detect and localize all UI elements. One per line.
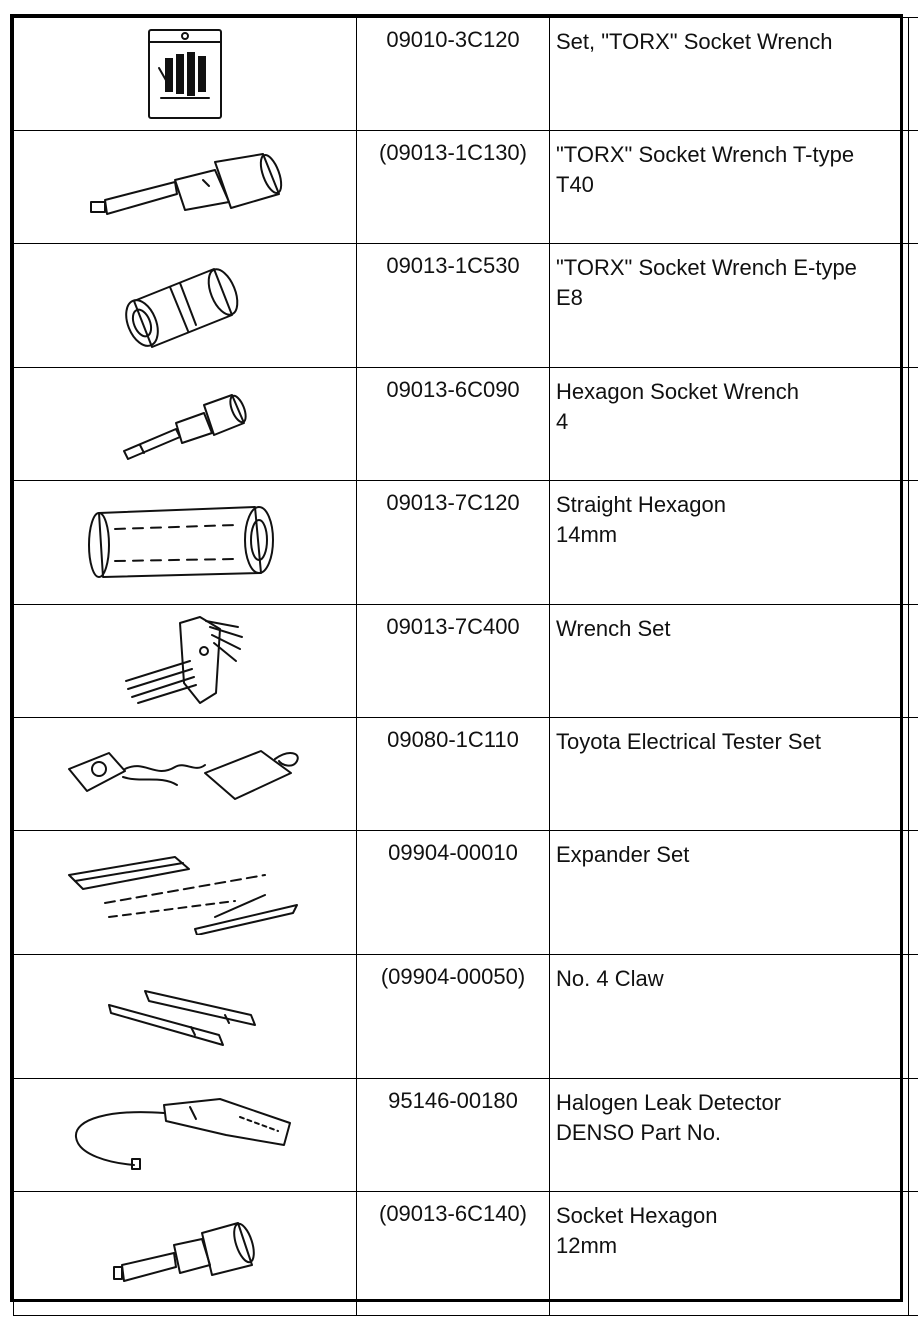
expander-set-icon: [65, 851, 305, 935]
blank-cell: [909, 18, 918, 131]
part-number: 09010-3C120: [357, 18, 550, 131]
blank-cell: [909, 481, 918, 605]
part-number: 95146-00180: [357, 1079, 550, 1192]
blank-cell: [909, 1079, 918, 1192]
tool-name: [550, 368, 909, 481]
tool-name: [550, 1079, 909, 1192]
tool-name: [550, 955, 909, 1079]
tool-name-line2: E8: [556, 285, 583, 310]
tool-name: [550, 481, 909, 605]
part-number: (09904-00050): [357, 955, 550, 1079]
part-number: 09013-7C400: [357, 605, 550, 718]
tool-name: [550, 831, 909, 955]
tool-image-cell: [14, 481, 357, 605]
halogen-leak-detector-icon: [70, 1095, 300, 1175]
tool-image-cell: [14, 831, 357, 955]
tool-name: [550, 605, 909, 718]
tool-image-cell: [14, 605, 357, 718]
part-number: 09013-6C090: [357, 368, 550, 481]
blank-cell: [909, 955, 918, 1079]
table-row: [14, 244, 918, 368]
t-type-socket-icon: [85, 152, 285, 222]
tool-name-line1: "TORX" Socket Wrench E-type: [556, 255, 857, 280]
tool-image-cell: [14, 1192, 357, 1316]
tool-name-line1: Socket Hexagon: [556, 1203, 718, 1228]
e-type-socket-icon: [120, 261, 250, 351]
blank-cell: [909, 244, 918, 368]
blank-cell: [909, 605, 918, 718]
straight-hexagon-icon: [85, 503, 285, 583]
blank-cell: [909, 831, 918, 955]
tool-name-line2: 4: [556, 409, 569, 434]
claw-icon: [105, 985, 265, 1049]
table-row: [14, 368, 918, 481]
blank-cell: [909, 718, 918, 831]
tool-name-line1: No. 4 Claw: [556, 966, 664, 991]
table-row: [14, 831, 918, 955]
tool-name-line1: Wrench Set: [556, 616, 671, 641]
table-row: [14, 605, 918, 718]
hex-socket-wrench-icon: [120, 387, 250, 461]
tool-image-cell: [14, 955, 357, 1079]
part-number: (09013-1C130): [357, 131, 550, 244]
tool-image-cell: [14, 1079, 357, 1192]
table-row: [14, 955, 918, 1079]
special-tools-table: [13, 17, 918, 1316]
torx-socket-set-icon: [145, 28, 225, 120]
tool-name: [550, 244, 909, 368]
table-row: [14, 18, 918, 131]
electrical-tester-set-icon: [65, 739, 305, 809]
tool-image-cell: [14, 718, 357, 831]
part-number: 09013-7C120: [357, 481, 550, 605]
blank-cell: [909, 368, 918, 481]
tool-image-cell: [14, 131, 357, 244]
tool-name-line1: Halogen Leak Detector: [556, 1090, 782, 1115]
table-row: [14, 481, 918, 605]
tool-name-line2: 14mm: [556, 522, 618, 547]
blank-cell: [909, 131, 918, 244]
tool-name-line1: Expander Set: [556, 842, 690, 867]
part-number: (09013-6C140): [357, 1192, 550, 1316]
tool-name-line1: Straight Hexagon: [556, 492, 726, 517]
tool-name: [550, 18, 909, 131]
blank-cell: [909, 1192, 918, 1316]
table-row: [14, 718, 918, 831]
tool-image-cell: [14, 244, 357, 368]
tool-name: [550, 1192, 909, 1316]
tool-image-cell: [14, 368, 357, 481]
tool-name-line1: Toyota Electrical Tester Set: [556, 729, 821, 754]
part-number: 09080-1C110: [357, 718, 550, 831]
tool-name-line2: T40: [556, 172, 594, 197]
tool-name-line1: Set, "TORX" Socket Wrench: [556, 29, 833, 54]
part-number: 09013-1C530: [357, 244, 550, 368]
table-row: [14, 1192, 918, 1316]
tool-name-line1: Hexagon Socket Wrench: [556, 379, 799, 404]
tool-name-line1: "TORX" Socket Wrench T-type: [556, 142, 855, 167]
tool-name-line2: DENSO Part No.: [556, 1120, 722, 1145]
tool-name: [550, 131, 909, 244]
tool-name-line2: 12mm: [556, 1233, 618, 1258]
table-row: [14, 131, 918, 244]
part-number: 09904-00010: [357, 831, 550, 955]
table-row: [14, 1079, 918, 1192]
tool-list-sheet: [10, 14, 903, 1302]
tool-name: [550, 718, 909, 831]
socket-hexagon-icon: [110, 1219, 260, 1289]
hex-key-wrench-set-icon: [120, 613, 250, 709]
tool-image-cell: [14, 18, 357, 131]
